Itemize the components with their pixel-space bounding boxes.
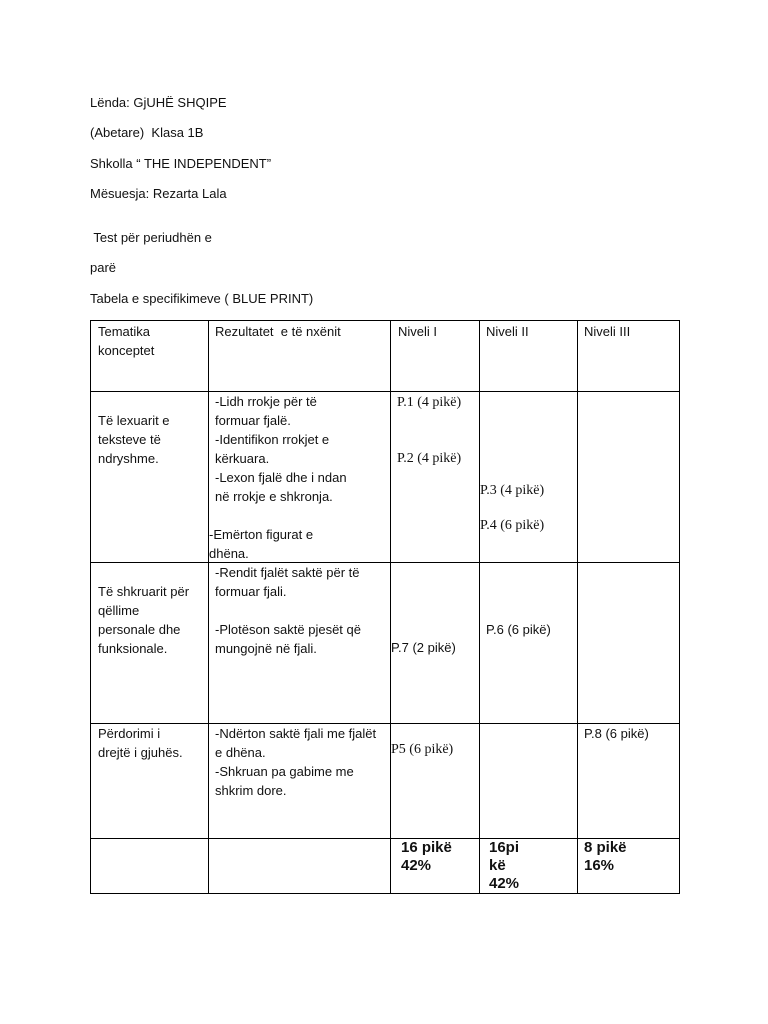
outcome-item: -Shkruan pa gabime me shkrim dore. — [215, 764, 354, 798]
question-label: P.2 (4 pikë) — [397, 451, 462, 466]
blueprint-table — [90, 320, 680, 894]
class-line: (Abetare) Klasa 1B — [90, 125, 204, 140]
header-cell-level1 — [391, 321, 480, 392]
level3-cell — [578, 724, 680, 839]
total-level1: 16 pikë 42% — [401, 839, 452, 874]
school-line: Shkolla “ THE INDEPENDENT” — [90, 156, 272, 171]
table-row — [91, 724, 680, 839]
outcomes-cell — [209, 563, 391, 724]
outcome-item: -Plotëson saktë pjesët që mungojnë në fjali. — [215, 622, 361, 656]
level1-cell — [391, 563, 480, 724]
table-row — [91, 392, 680, 563]
totals-empty-cell — [91, 839, 209, 894]
table-title: Tabela e specifikimeve ( BLUE PRINT) — [90, 291, 314, 306]
outcome-item: -Identifikon rrokjet e kërkuara. — [215, 432, 330, 466]
level3-cell — [578, 392, 680, 563]
outcome-item: -Lidh rrokje për të formuar fjalë. — [215, 394, 317, 428]
totals-row — [91, 839, 680, 894]
total-level3: 8 pikë 16% — [584, 839, 627, 874]
level1-cell — [391, 724, 480, 839]
question-label: P.4 (6 pikë) — [480, 518, 545, 533]
outcome-item: -Emërton figurat e dhëna. — [209, 527, 314, 561]
header-level2-label: Niveli II — [486, 324, 529, 339]
header-level1-label: Niveli I — [398, 324, 438, 339]
totals-empty-cell — [209, 839, 391, 894]
level3-cell — [578, 563, 680, 724]
table-row — [91, 563, 680, 724]
teacher-line: Mësuesja: Rezarta Lala — [90, 186, 227, 201]
level2-cell — [480, 563, 578, 724]
level2-cell — [480, 724, 578, 839]
question-label: P.7 (2 pikë) — [391, 640, 456, 655]
topic-text: Përdorimi i drejtë i gjuhës. — [98, 726, 183, 760]
table-header-row — [91, 321, 680, 392]
header-cell-outcomes — [209, 321, 391, 392]
outcome-item: -Ndërton saktë fjali me fjalët e dhëna. — [215, 726, 377, 760]
header-cell-topic — [91, 321, 209, 392]
level2-cell — [480, 392, 578, 563]
outcome-item: -Rendit fjalët saktë për të formuar fjali. — [215, 565, 360, 599]
total-level2-cell — [480, 839, 578, 894]
test-title-continued: parë — [90, 260, 117, 275]
level1-cell — [391, 392, 480, 563]
topic-cell — [91, 563, 209, 724]
outcomes-cell — [209, 392, 391, 563]
subject-line: Lënda: GjUHË SHQIPE — [90, 95, 227, 110]
topic-text: Të shkruarit për qëllime personale dhe funksionale. — [98, 584, 190, 656]
total-level2: 16pi kë 42% — [489, 839, 520, 892]
question-label: P.8 (6 pikë) — [584, 726, 649, 741]
topic-text: Të lexuarit e teksteve të ndryshme. — [98, 413, 170, 466]
header-cell-level2 — [480, 321, 578, 392]
outcomes-cell — [209, 724, 391, 839]
question-label: P.6 (6 pikë) — [486, 622, 551, 637]
topic-cell — [91, 724, 209, 839]
outcome-item: -Lexon fjalë dhe i ndan në rrokje e shkronja. — [215, 470, 347, 504]
total-level1-cell — [391, 839, 480, 894]
question-label: P.1 (4 pikë) — [397, 395, 462, 410]
header-outcomes-label: Rezultatet e të nxënit — [215, 324, 341, 339]
question-label: P.3 (4 pikë) — [480, 483, 545, 498]
header-level3-label: Niveli III — [584, 324, 631, 339]
test-title: Test për periudhën e — [90, 230, 212, 245]
question-label: P5 (6 pikë) — [391, 742, 454, 757]
topic-cell — [91, 392, 209, 563]
header-cell-level3 — [578, 321, 680, 392]
total-level3-cell — [578, 839, 680, 894]
header-topic-label: Tematika konceptet — [98, 324, 155, 358]
